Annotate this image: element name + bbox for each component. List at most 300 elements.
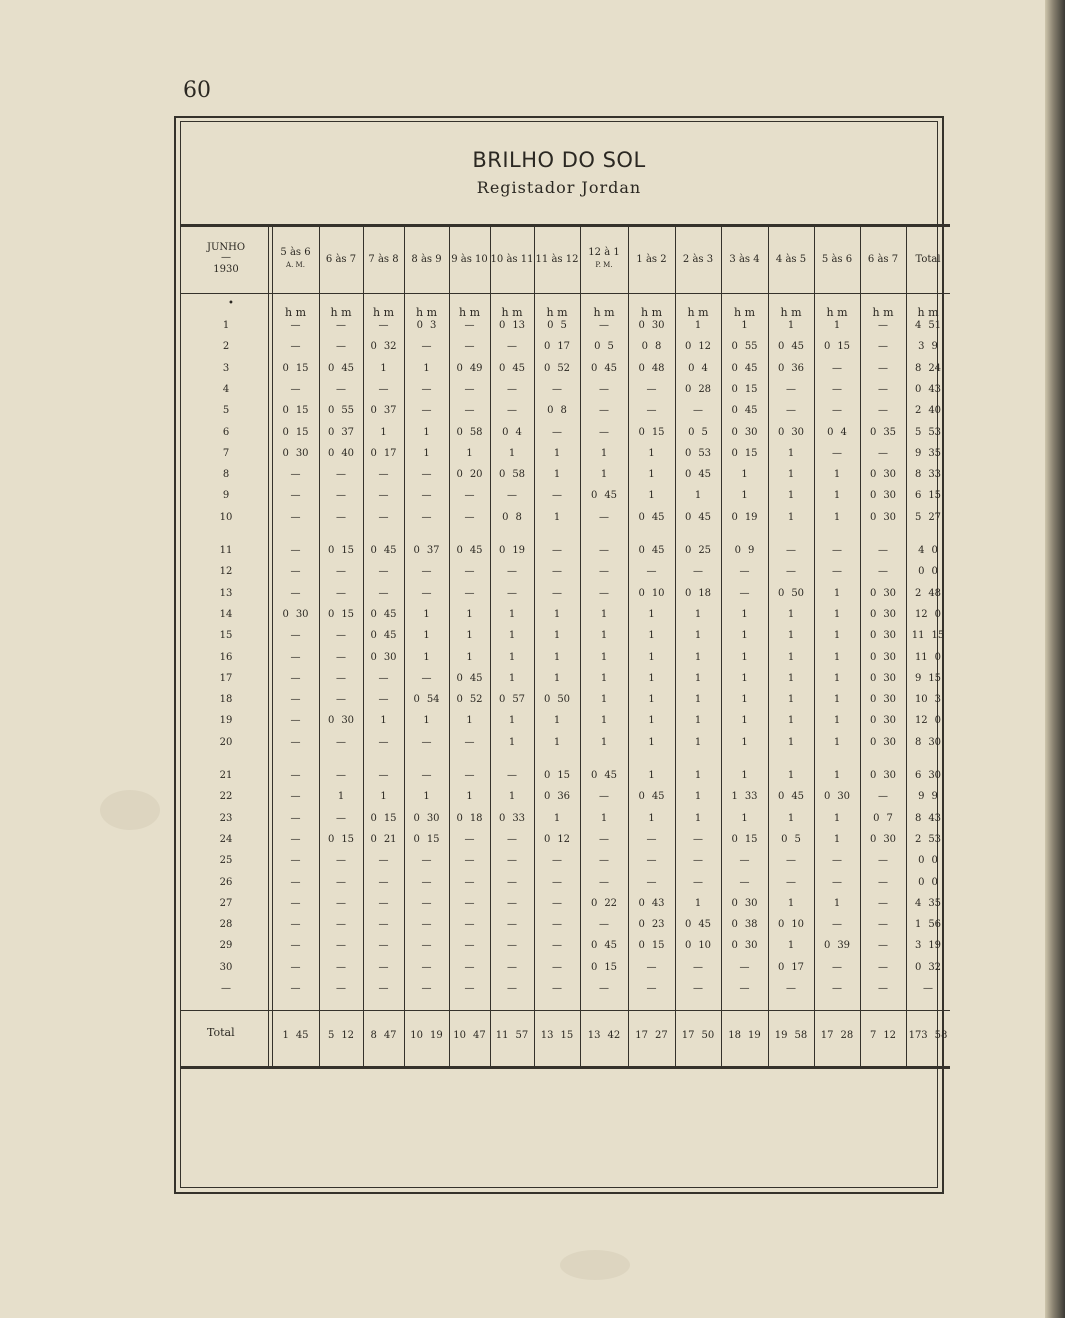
table-cell: — — [878, 320, 888, 331]
table-cell: 1 — [648, 812, 655, 824]
cell-hours: 11 — [911, 630, 925, 642]
cell-minutes: 45 — [744, 362, 758, 374]
table-cell — [363, 545, 404, 556]
table-cell: — — [421, 566, 432, 578]
table-cell — [768, 363, 814, 374]
row-day: 21 — [219, 770, 233, 781]
total-minutes: 58 — [934, 1030, 948, 1041]
total-minutes: 50 — [701, 1030, 715, 1041]
cell-minutes: 58 — [512, 469, 526, 481]
table-cell: 1 — [694, 320, 702, 331]
table-cell — [906, 791, 950, 802]
table-cell: 1 — [648, 715, 655, 727]
table-cell: — — [646, 405, 657, 417]
table-cell: 1 — [833, 587, 841, 599]
cell-hours: 8 — [914, 812, 922, 824]
rule-top-header — [180, 224, 950, 227]
table-cell: — — [507, 961, 517, 973]
cell-hours: 0 — [731, 362, 738, 374]
cell-hours: 0 — [918, 876, 925, 888]
table-cell: — — [646, 566, 657, 578]
column-header — [860, 254, 906, 266]
table-cell — [628, 898, 675, 909]
table-cell: — — [464, 383, 475, 395]
table-cell — [363, 652, 404, 663]
cell-minutes: 15 — [928, 672, 942, 684]
table-cell: 1 — [380, 715, 387, 727]
row-day: 1 — [222, 320, 230, 331]
cell-minutes: 4 — [515, 426, 522, 438]
cell-hours: 0 — [731, 341, 738, 353]
table-cell — [490, 363, 534, 374]
cell-hours: 0 — [688, 362, 695, 374]
cell-hours: 0 — [590, 897, 598, 909]
cell-minutes: 13 — [512, 320, 526, 331]
units-label: h m — [872, 306, 894, 319]
page-number: 60 — [183, 78, 211, 103]
table-cell: 1 — [553, 736, 561, 748]
table-cell — [860, 770, 906, 781]
table-cell — [675, 588, 721, 599]
table-cell — [534, 363, 580, 374]
table-cell — [906, 940, 950, 951]
table-cell: 1 — [741, 812, 748, 824]
table-cell: 1 — [466, 447, 473, 459]
row-day: 17 — [219, 672, 233, 684]
cell-minutes: 30 — [883, 630, 897, 642]
table-cell — [906, 512, 950, 523]
units-label: h m — [415, 306, 437, 319]
table-cell: — — [336, 511, 346, 523]
total-hours: 173 — [908, 1030, 928, 1041]
cell-minutes: 15 — [383, 812, 397, 824]
paper-stain — [100, 790, 160, 830]
table-cell — [906, 813, 950, 824]
units-label: h m — [593, 306, 615, 319]
cell-minutes: 49 — [469, 362, 483, 374]
page-edge-shadow — [1045, 0, 1065, 1318]
cell-hours: 0 — [498, 812, 506, 824]
table-cell: — — [786, 983, 796, 994]
table-cell: — — [739, 566, 750, 578]
table-cell — [449, 545, 490, 556]
cell-minutes: 15 — [295, 362, 309, 374]
cell-minutes: 45 — [469, 545, 483, 556]
table-cell — [628, 545, 675, 556]
column-header-label: 2 às 3 — [682, 254, 714, 265]
table-cell: — — [507, 940, 517, 952]
cell-minutes: 15 — [837, 341, 851, 353]
table-cell: 1 — [741, 320, 748, 331]
cell-minutes: 23 — [651, 919, 665, 931]
cell-hours: 0 — [543, 791, 551, 803]
cell-minutes: 15 — [557, 770, 571, 781]
table-cell — [768, 834, 814, 845]
table-cell: 1 — [508, 736, 516, 748]
table-cell: — — [378, 940, 389, 952]
cell-minutes: 15 — [651, 426, 665, 438]
units-label: h m — [501, 306, 523, 319]
table-cell: 1 — [648, 608, 655, 620]
cell-minutes: 0 — [931, 566, 938, 578]
table-cell — [490, 512, 534, 523]
cell-minutes: 15 — [928, 490, 942, 502]
cell-hours: 0 — [731, 897, 738, 909]
cell-minutes: 40 — [341, 447, 355, 459]
cell-hours: 0 — [547, 405, 554, 417]
cell-minutes: 15 — [341, 833, 355, 845]
table-cell: — — [464, 940, 475, 952]
cell-minutes: 30 — [341, 715, 355, 727]
table-cell: 1 — [694, 791, 702, 803]
cell-hours: 0 — [498, 545, 506, 556]
table-cell: — — [599, 876, 609, 888]
table-cell — [860, 813, 906, 824]
table-cell: 1 — [380, 426, 387, 438]
cell-minutes: 30 — [295, 447, 309, 459]
header-dash: — — [221, 252, 231, 263]
table-cell: — — [378, 320, 389, 331]
table-cell: 1 — [466, 715, 473, 727]
table-cell: — — [290, 770, 301, 781]
table-cell: — — [464, 587, 475, 599]
table-cell: — — [336, 812, 346, 824]
cell-hours: 6 — [914, 770, 922, 781]
table-cell: — — [290, 341, 301, 353]
table-cell: — — [878, 405, 888, 417]
total-minutes: 12 — [883, 1030, 897, 1041]
cell-minutes: 30 — [883, 715, 897, 727]
column-header — [768, 254, 814, 266]
row-marker-dot: • — [228, 298, 234, 309]
column-header-label: 1 às 2 — [636, 254, 667, 265]
table-cell: 1 — [553, 608, 561, 620]
cell-minutes: 30 — [426, 812, 440, 824]
table-cell — [721, 384, 768, 395]
table-cell: — — [552, 587, 562, 599]
table-cell — [721, 791, 768, 802]
table-cell: — — [599, 545, 609, 556]
total-cell — [628, 1030, 675, 1041]
table-cell: — — [378, 736, 389, 748]
cell-hours: 0 — [327, 362, 335, 374]
table-cell — [906, 588, 950, 599]
table-cell — [534, 834, 580, 845]
cell-minutes: 32 — [383, 341, 397, 353]
table-cell: — — [290, 919, 301, 931]
cell-hours: 0 — [918, 855, 925, 867]
table-cell: — — [923, 983, 933, 994]
table-cell: — — [646, 961, 657, 973]
table-cell — [404, 834, 449, 845]
cell-hours: 0 — [684, 919, 692, 931]
cell-hours: 12 — [914, 715, 928, 727]
cell-hours: 0 — [638, 545, 645, 556]
table-cell — [319, 427, 363, 438]
cell-hours: 0 — [914, 383, 922, 395]
table-cell: 1 — [787, 694, 795, 706]
cell-minutes: 3 — [430, 320, 437, 331]
table-cell: 1 — [648, 736, 655, 748]
table-cell — [675, 427, 721, 438]
table-cell — [906, 341, 950, 352]
table-cell — [675, 919, 721, 930]
cell-minutes: 33 — [928, 469, 942, 481]
cell-minutes: 30 — [883, 587, 897, 599]
table-cell: 1 — [833, 651, 841, 663]
column-header-label: 12 à 1 — [588, 247, 620, 258]
cell-minutes: 40 — [928, 405, 942, 417]
table-cell: — — [336, 469, 346, 481]
cell-minutes: 17 — [791, 961, 805, 973]
total-hours: 13 — [587, 1030, 601, 1041]
total-minutes: 12 — [341, 1030, 355, 1041]
cell-hours: 0 — [543, 833, 551, 845]
table-cell — [906, 877, 950, 888]
table-cell: — — [552, 545, 562, 556]
row-day: 4 — [222, 383, 230, 395]
table-cell: — — [464, 876, 475, 888]
cell-minutes: 9 — [931, 791, 938, 803]
column-header-label: 11 às 12 — [535, 254, 579, 265]
cell-hours: 0 — [456, 469, 463, 481]
cell-minutes: 4 — [701, 362, 708, 374]
cell-hours: 0 — [543, 341, 551, 353]
table-cell: — — [599, 833, 609, 845]
table-cell: — — [507, 919, 517, 931]
table-cell: — — [552, 983, 562, 994]
cell-minutes: 10 — [651, 587, 665, 599]
table-cell: — — [378, 961, 389, 973]
cell-hours: 0 — [282, 362, 289, 374]
cell-minutes: 48 — [651, 362, 665, 374]
cell-hours: 0 — [869, 511, 877, 523]
cell-hours: 4 — [914, 897, 922, 909]
table-cell — [404, 813, 449, 824]
table-cell: — — [421, 897, 432, 909]
cell-minutes: 55 — [341, 405, 355, 417]
table-cell — [490, 427, 534, 438]
cell-hours: 0 — [731, 940, 738, 952]
units-label: h m — [372, 306, 394, 319]
cell-minutes: 36 — [791, 362, 805, 374]
cell-minutes: 51 — [928, 320, 942, 331]
table-cell: 1 — [508, 672, 516, 684]
cell-minutes: 15 — [341, 545, 355, 556]
cell-hours: 0 — [869, 833, 877, 845]
cell-hours: 0 — [731, 919, 738, 931]
table-cell — [449, 813, 490, 824]
table-cell: — — [507, 833, 517, 845]
units-label: h m — [780, 306, 802, 319]
cell-hours: 3 — [914, 940, 922, 952]
total-hours: 17 — [635, 1030, 648, 1041]
table-cell: 1 — [833, 897, 841, 909]
table-cell: — — [832, 983, 842, 994]
column-header-label: Total — [915, 254, 941, 265]
cell-hours: 0 — [590, 940, 598, 952]
cell-hours: 0 — [370, 812, 377, 824]
table-cell — [768, 427, 814, 438]
total-hours: 17 — [681, 1030, 695, 1041]
cell-minutes: 33 — [512, 812, 526, 824]
table-cell: — — [552, 566, 562, 578]
table-cell — [906, 469, 950, 480]
table-cell — [272, 609, 319, 620]
table-cell: 1 — [648, 447, 655, 459]
table-cell: — — [421, 490, 432, 502]
cell-hours: 0 — [456, 672, 463, 684]
table-cell — [449, 427, 490, 438]
cell-hours: 0 — [543, 362, 551, 374]
cell-hours: 4 — [918, 545, 925, 556]
table-cell: 1 — [833, 608, 841, 620]
cell-minutes: 28 — [698, 383, 712, 395]
table-cell — [580, 770, 628, 781]
table-cell — [272, 405, 319, 416]
table-cell: — — [878, 897, 888, 909]
table-cell: 1 — [787, 812, 795, 824]
table-cell: — — [599, 405, 609, 417]
table-cell: 1 — [833, 736, 841, 748]
table-cell: 1 — [600, 651, 608, 663]
cell-hours: 0 — [918, 566, 925, 578]
cell-hours: 0 — [413, 812, 420, 824]
total-hours: 10 — [453, 1030, 466, 1041]
units-label: h m — [826, 306, 848, 319]
table-cell: — — [599, 511, 609, 523]
table-cell: — — [421, 405, 432, 417]
cell-minutes: 45 — [651, 791, 665, 803]
table-cell: — — [464, 320, 475, 331]
total-hours: 19 — [774, 1030, 788, 1041]
table-cell: — — [290, 715, 301, 727]
table-cell: — — [336, 940, 346, 952]
table-cell: — — [693, 983, 703, 994]
table-cell — [490, 320, 534, 331]
table-cell: 1 — [648, 770, 655, 781]
table-cell: 1 — [600, 812, 608, 824]
cell-hours: 0 — [638, 791, 645, 803]
table-cell — [363, 448, 404, 459]
total-minutes: 58 — [794, 1030, 808, 1041]
table-cell: 1 — [466, 791, 473, 803]
table-cell — [906, 898, 950, 909]
cell-hours: 0 — [498, 469, 506, 481]
table-cell — [906, 566, 950, 577]
row-day: 24 — [219, 833, 233, 845]
table-cell — [449, 673, 490, 684]
table-cell: 1 — [553, 630, 561, 642]
cell-minutes: 15 — [426, 833, 440, 845]
cell-minutes: 50 — [557, 694, 571, 706]
table-cell: 1 — [553, 651, 561, 663]
cell-hours: 0 — [456, 694, 463, 706]
table-cell: — — [878, 362, 888, 374]
table-cell: — — [290, 469, 301, 481]
table-cell: 1 — [787, 715, 795, 727]
table-cell — [721, 341, 768, 352]
cell-minutes: 30 — [295, 608, 309, 620]
table-cell: 1 — [466, 608, 473, 620]
cell-hours: 0 — [869, 490, 877, 502]
cell-minutes: 18 — [698, 587, 712, 599]
table-cell: — — [599, 919, 609, 931]
total-minutes: 45 — [295, 1030, 309, 1041]
cell-minutes: 56 — [928, 919, 942, 931]
table-cell: 1 — [694, 608, 702, 620]
table-cell: — — [336, 490, 346, 502]
table-cell: — — [693, 405, 703, 417]
cell-minutes: 15 — [744, 833, 758, 845]
cell-hours: 1 — [731, 791, 738, 803]
cell-minutes: 36 — [557, 791, 571, 803]
table-cell: 1 — [694, 630, 702, 642]
table-cell: 1 — [423, 426, 430, 438]
units-label: h m — [640, 306, 662, 319]
table-cell — [628, 588, 675, 599]
table-cell — [580, 490, 628, 501]
table-cell: 1 — [466, 630, 473, 642]
cell-hours: 0 — [873, 812, 880, 824]
table-cell: 1 — [741, 608, 748, 620]
rule-before-totals — [180, 1010, 950, 1011]
cell-minutes: 35 — [928, 897, 942, 909]
table-cell: 1 — [741, 651, 748, 663]
cell-hours: 0 — [282, 608, 289, 620]
table-cell — [580, 962, 628, 973]
table-cell — [628, 919, 675, 930]
table-cell: — — [693, 855, 703, 867]
cell-minutes: 15 — [341, 608, 355, 620]
cell-minutes: 38 — [744, 919, 758, 931]
table-cell: — — [336, 919, 346, 931]
cell-hours: 0 — [914, 961, 922, 973]
table-subtitle: Registador Jordan — [476, 178, 642, 197]
table-cell — [906, 834, 950, 845]
row-day: 29 — [219, 940, 233, 952]
cell-hours: 0 — [416, 320, 423, 331]
table-cell: — — [464, 833, 475, 845]
total-cell — [814, 1030, 860, 1041]
total-hours: 7 — [869, 1030, 877, 1041]
table-cell: — — [832, 405, 842, 417]
total-minutes: 47 — [383, 1030, 397, 1041]
cell-minutes: 30 — [883, 511, 897, 523]
cell-hours: 0 — [684, 383, 692, 395]
table-cell: — — [786, 383, 796, 395]
header-year: 1930 — [213, 264, 239, 275]
table-cell: — — [464, 770, 475, 781]
table-cell — [906, 545, 950, 556]
table-cell: — — [832, 876, 842, 888]
cell-minutes: 10 — [791, 919, 805, 931]
column-header — [721, 254, 768, 266]
table-cell: — — [464, 897, 475, 909]
table-cell — [490, 545, 534, 556]
table-cell: — — [552, 855, 562, 867]
cell-minutes: 43 — [928, 812, 942, 824]
cell-hours: 0 — [731, 447, 738, 459]
table-cell: — — [290, 876, 301, 888]
table-cell — [721, 545, 768, 556]
total-cell — [363, 1030, 404, 1041]
table-cell — [906, 694, 950, 705]
table-cell — [906, 448, 950, 459]
table-cell — [860, 469, 906, 480]
table-cell: — — [646, 833, 657, 845]
cell-hours: 0 — [869, 608, 877, 620]
